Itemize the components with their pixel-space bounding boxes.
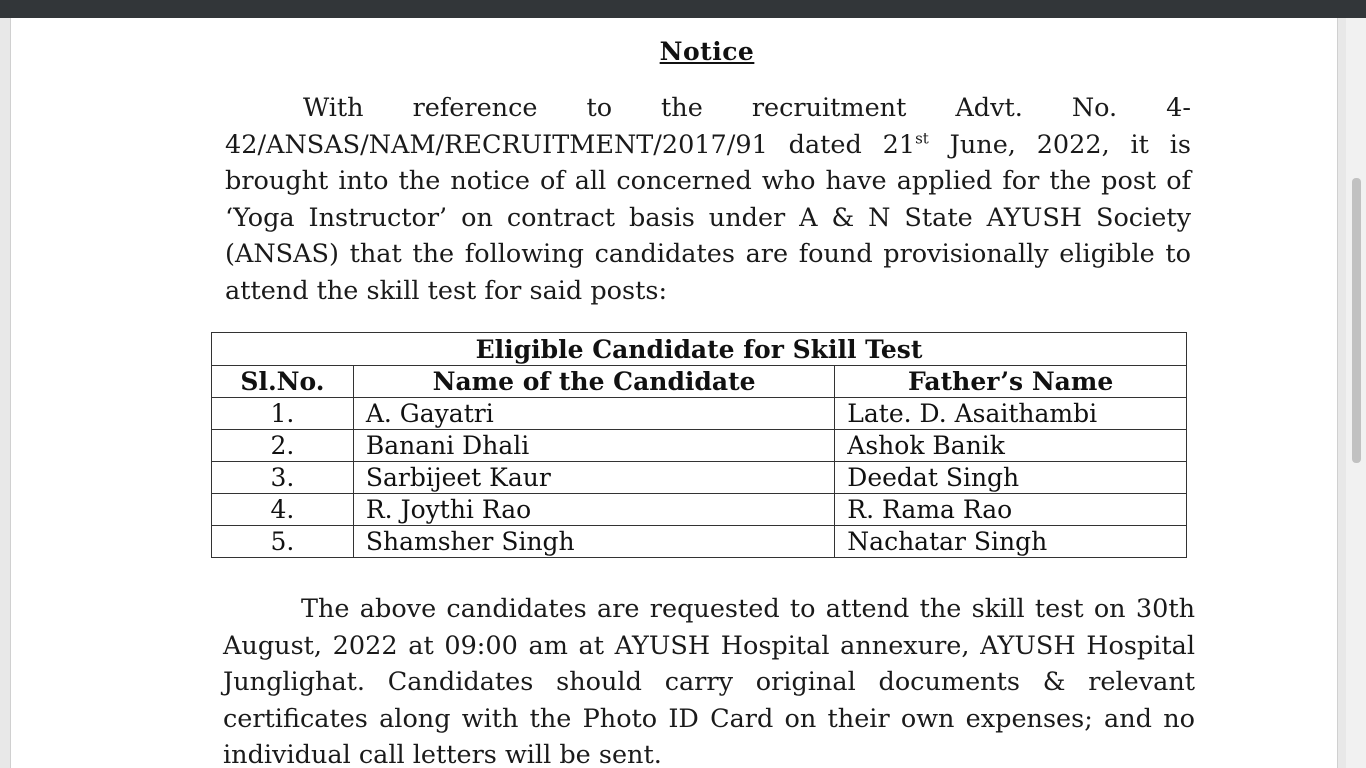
row-father-name: Ashok Banik <box>835 430 1187 462</box>
table-header-row <box>212 366 1187 398</box>
row-sl-no: 4. <box>212 494 354 526</box>
row-candidate-name: R. Joythi Rao <box>353 494 834 526</box>
row-sl-no: 2. <box>212 430 354 462</box>
viewer-toolbar <box>0 0 1366 18</box>
download-icon[interactable] <box>1246 0 1258 4</box>
vertical-scrollbar[interactable] <box>1346 18 1366 768</box>
row-candidate-name: A. Gayatri <box>353 398 834 430</box>
row-candidate-name: Sarbijeet Kaur <box>353 462 834 494</box>
table-caption: Eligible Candidate for Skill Test <box>212 333 1187 366</box>
document-page <box>10 18 1338 768</box>
intro-lead: With reference to the recruitment Advt. No. 4-42/ANSAS/NAM/RECRUITMENT/2017/91 dated 21 <box>225 93 1191 160</box>
row-father-name: R. Rama Rao <box>835 494 1187 526</box>
row-sl-no: 3. <box>212 462 354 494</box>
row-candidate-name: Banani Dhali <box>353 430 834 462</box>
candidate-table <box>211 332 1187 558</box>
rotate-icon[interactable] <box>1196 0 1208 4</box>
toolbar-control-icon[interactable] <box>196 0 208 4</box>
row-sl-no: 1. <box>212 398 354 430</box>
row-sl-no: 5. <box>212 526 354 558</box>
intro-rest: June, 2022, it is brought into the notice of all concerned who have applied for the post of ‘Yoga Instructor’ on contract basis under A & N State AYUSH Society (ANSAS) that the following candidates are found provisionally eligible to attend the skill test for said posts: <box>225 129 1191 306</box>
header-candidate-name: Name of the Candidate <box>353 366 834 398</box>
row-candidate-name: Shamsher Singh <box>353 526 834 558</box>
row-father-name: Late. D. Asaithambi <box>835 398 1187 430</box>
header-sl-no: Sl.No. <box>212 366 354 398</box>
table-row <box>212 526 1187 558</box>
scrollbar-thumb[interactable] <box>1352 178 1361 463</box>
print-icon[interactable] <box>1294 0 1306 4</box>
table-row <box>212 398 1187 430</box>
row-father-name: Deedat Singh <box>835 462 1187 494</box>
table-row <box>212 462 1187 494</box>
intro-paragraph <box>225 90 1191 309</box>
row-father-name: Nachatar Singh <box>835 526 1187 558</box>
closing-paragraph: The above candidates are requested to attend the skill test on 30th August, 2022 at 09:00 am at AYUSH Hospital annexure, AYUSH Hospital Junglighat. Candidates should carry original documents & relevant certificates along with the Photo ID Card on their own expenses; and no individual call letters will be sent. <box>223 594 1195 768</box>
table-row <box>212 430 1187 462</box>
page-title: Notice <box>659 37 755 66</box>
date-ordinal: st <box>915 129 929 147</box>
header-father-name: Father’s Name <box>835 366 1187 398</box>
table-row <box>212 494 1187 526</box>
